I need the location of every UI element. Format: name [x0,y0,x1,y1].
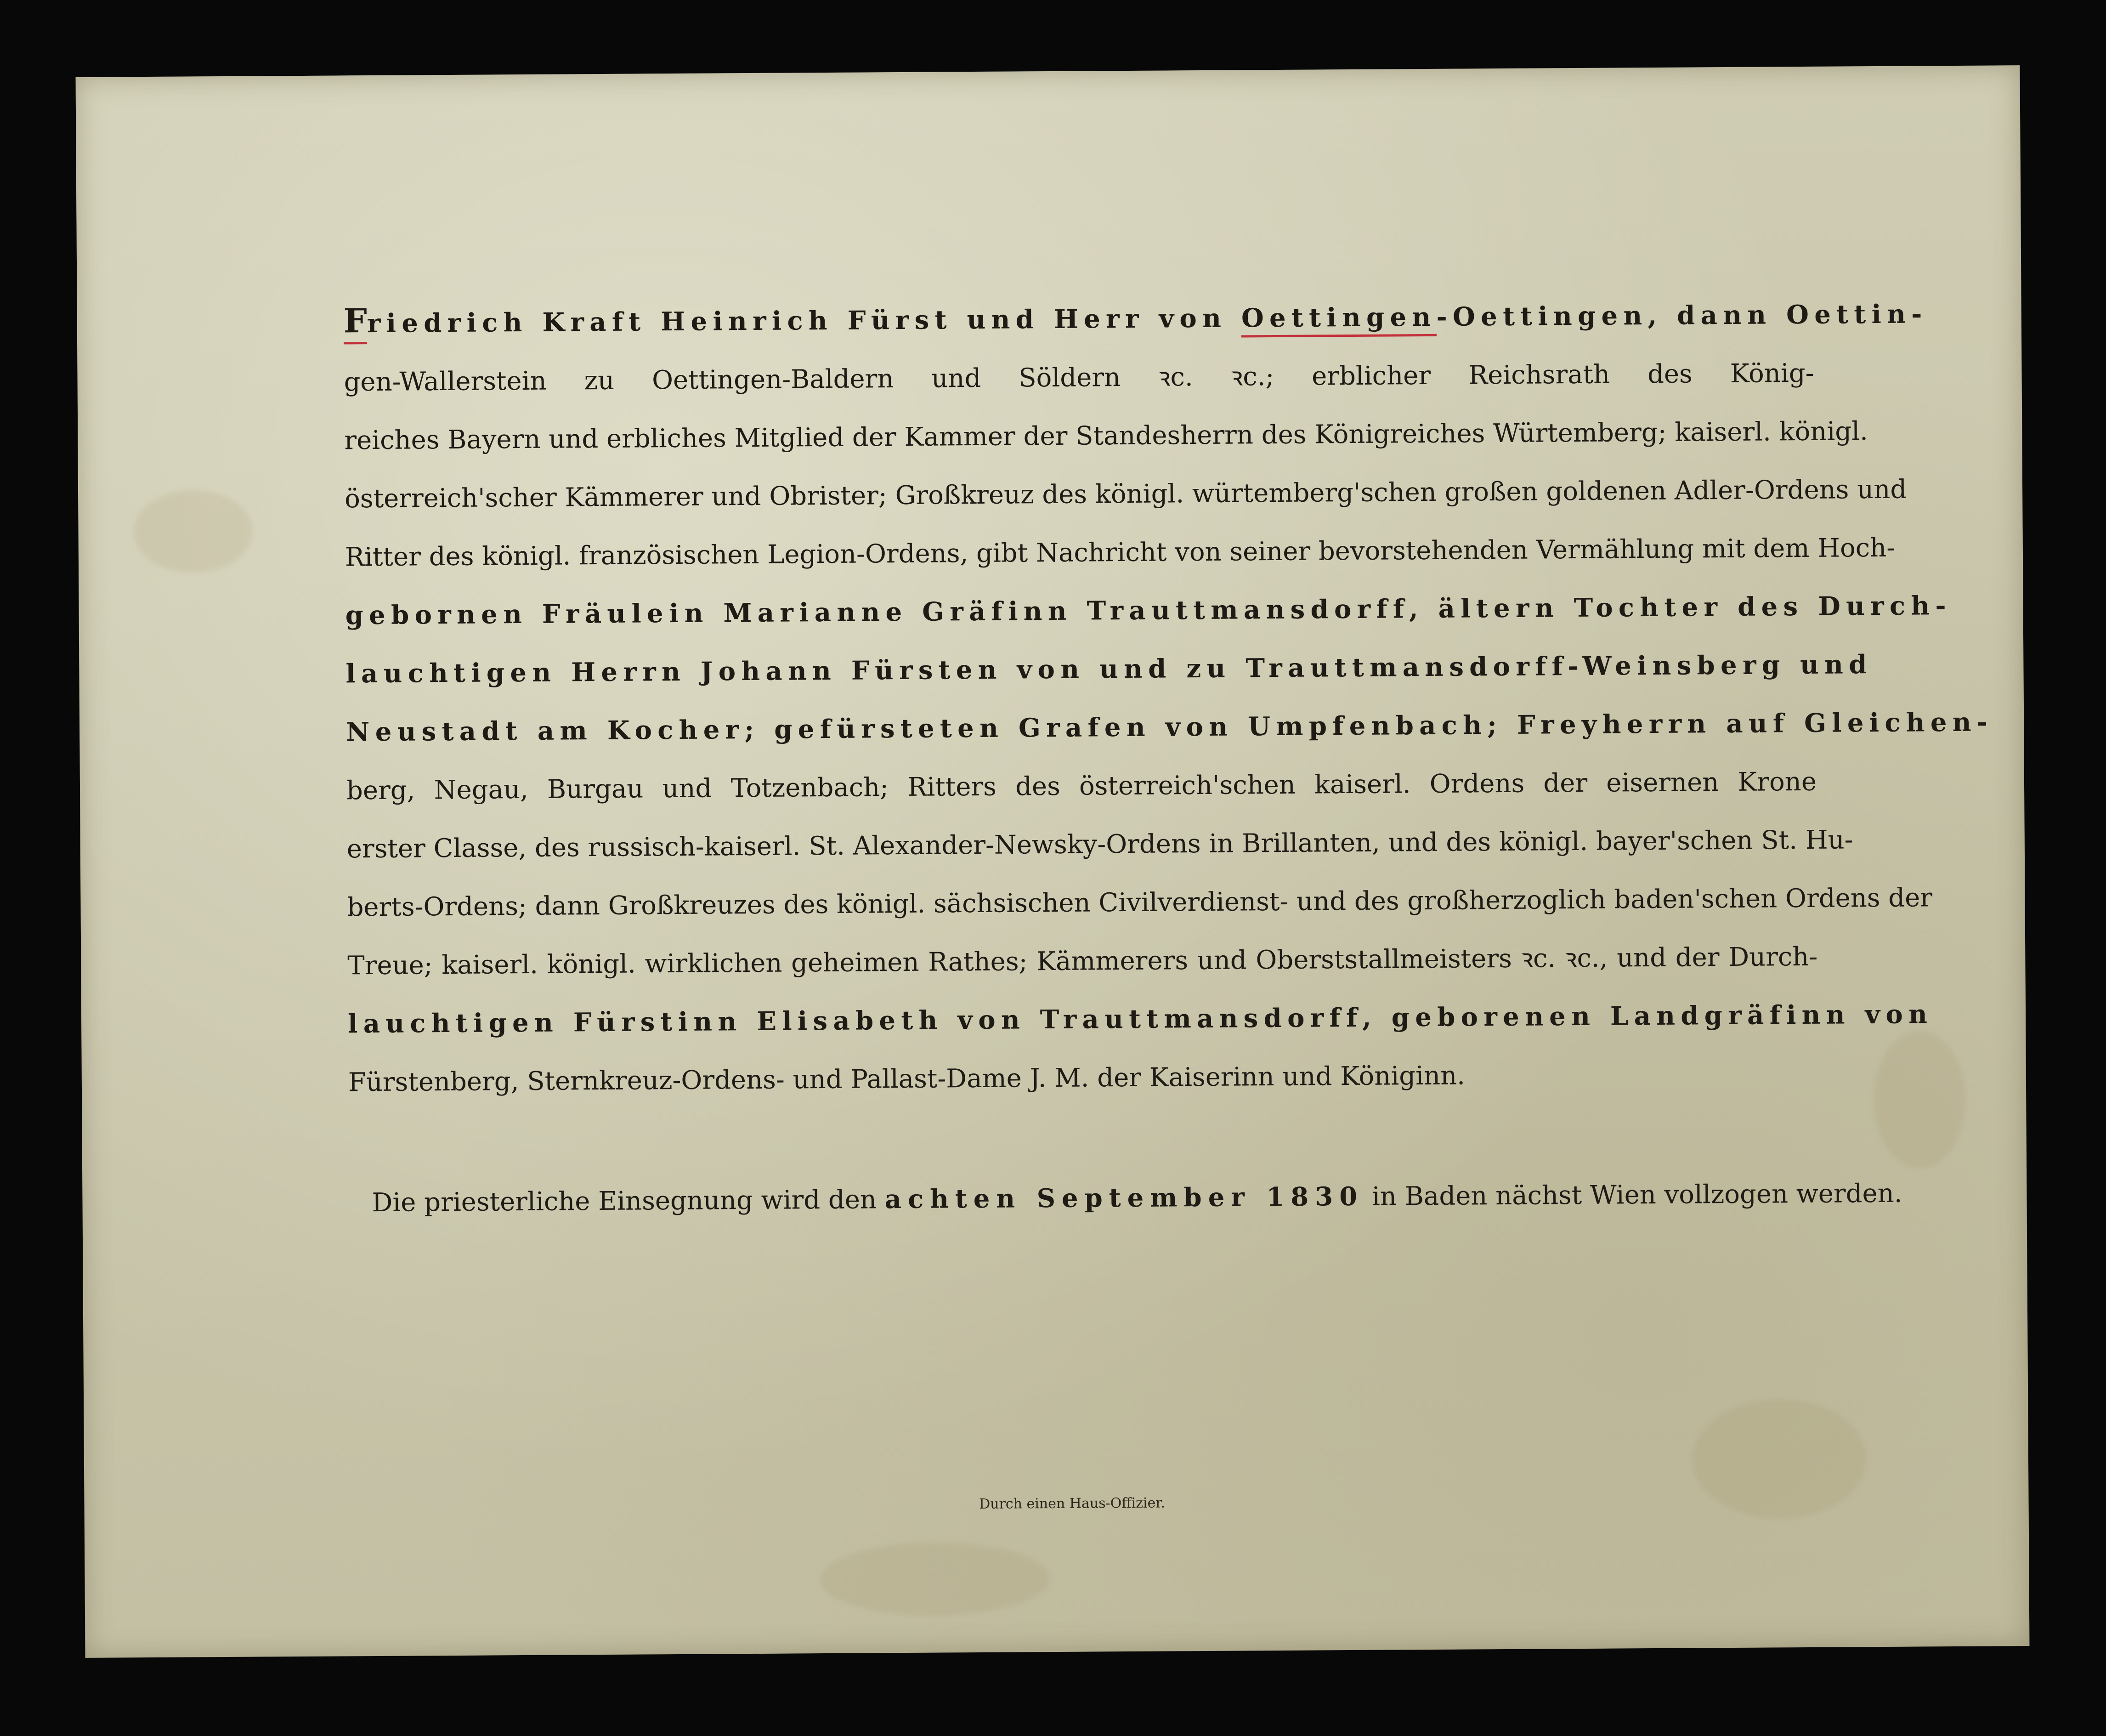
underlined-house-name: Oettingen [1241,302,1437,338]
ceremony-date: achten September 1830 [884,1181,1364,1215]
body-line-5: Ritter des königl. französischen Legion-Ordens, gibt Nachricht von seiner bevorstehenden Vermählung mit dem Hoch- [345,533,1896,573]
body-line-6: gebornen Fräulein Marianne Gräfinn Trauttmansdorff, ältern Tochter des Durch- [345,590,1952,631]
footer-note: Durch einen Haus-Offizier. [979,1495,1166,1513]
paper-stain [820,1542,1050,1617]
decorated-initial: F [344,301,368,344]
body-line-11: berts-Ordens; dann Großkreuzes des königl. sächsischen Civilverdienst- und des großherzoglich baden'schen Ordens der [347,883,1933,923]
ceremony-line [372,1178,1902,1218]
paper-stain [1873,1031,1966,1169]
ceremony-before: Die priesterliche Einsegnung wird den [372,1185,885,1218]
paper-stain [1692,1399,1867,1519]
body-line-9: berg, Negau, Burgau und Totzenbach; Ritters des österreich'schen kaiserl. Ordens der eisernen Krone [346,766,1817,806]
ceremony-after: in Baden nächst Wien vollzogen werden. [1364,1178,1902,1212]
body-line-7: lauchtigen Herrn Johann Fürsten von und zu Trauttmansdorff-Weinsberg und [345,649,1873,689]
body-line-1-tail: -Oettingen, dann Oettin- [1436,299,1928,332]
paper-sheet [76,65,2030,1658]
body-line-14: Fürstenberg, Sternkreuz-Ordens- und Pallast-Dame J. M. der Kaiserinn und Königinn. [348,1061,1466,1098]
body-line-10: erster Classe, des russisch-kaiserl. St. Alexander-Newsky-Ordens in Brillanten, und des königl. bayer'schen St. Hu- [346,825,1853,864]
body-line-1 [343,283,1928,353]
announcement-body [343,283,1993,1112]
body-line-2: gen-Wallerstein zu Oettingen-Baldern und Söldern ꝛc. ꝛc.; erblicher Reichsrath des König- [344,358,1814,397]
body-line-12: Treue; kaiserl. königl. wirklichen geheimen Rathes; Kämmerers und Oberststallmeisters ꝛc. ꝛc., und der Durch- [347,942,1818,981]
body-line-4: österreich'scher Kämmerer und Obrister; Großkreuz des königl. würtemberg'schen großen goldenen Adler-Ordens und [344,474,1907,514]
body-line-13: lauchtigen Fürstinn Elisabeth von Trauttmansdorff, geborenen Landgräfinn von [347,999,1933,1039]
body-line-8: Neustadt am Kocher; gefürsteten Grafen von Umpfenbach; Freyherrn auf Gleichen- [346,707,1993,748]
body-line-3: reiches Bayern und erbliches Mitglied der Kammer der Standesherrn des Königreiches Würtemberg; kaiserl. königl. [344,416,1868,456]
body-line-1-name: riedrich Kraft Heinrich Fürst und Herr von [367,303,1242,339]
paper-stain [133,490,253,573]
